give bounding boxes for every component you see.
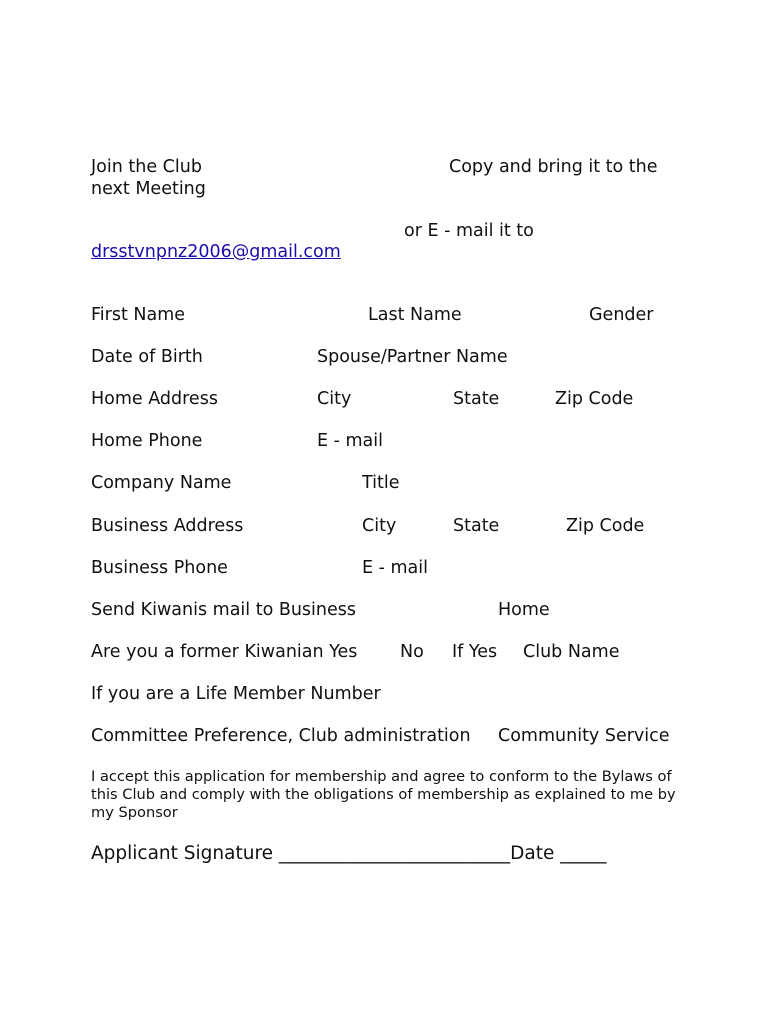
business-address-label: Business Address (91, 516, 244, 536)
applicant-signature-line: Applicant Signature _________________________Date _____ (91, 843, 607, 864)
home-state-label: State (453, 389, 500, 409)
home-zip-label: Zip Code (555, 389, 634, 409)
committee-preference-label: Committee Preference, Club administration (91, 726, 471, 746)
business-email-label: E - mail (362, 558, 428, 578)
business-state-label: State (453, 516, 500, 536)
home-email-label: E - mail (317, 431, 383, 451)
business-zip-label: Zip Code (566, 516, 645, 536)
job-title-label: Title (362, 473, 400, 493)
company-name-label: Company Name (91, 473, 232, 493)
spouse-label: Spouse/Partner Name (317, 347, 508, 367)
club-name-label: Club Name (523, 642, 620, 662)
home-address-label: Home Address (91, 389, 218, 409)
next-meeting-text: next Meeting (91, 179, 206, 199)
email-instruction: or E - mail it to (404, 221, 534, 241)
send-mail-business-label: Send Kiwanis mail to Business (91, 600, 357, 620)
community-service-label: Community Service (498, 726, 670, 746)
former-kiwanian-label: Are you a former Kiwanian Yes (91, 642, 358, 662)
business-city-label: City (362, 516, 397, 536)
former-no-label: No (400, 642, 424, 662)
membership-agreement-text: I accept this application for membership and agree to conform to the Bylaws of this Club and comply with the obligations of membership as explained to me by my Sponsor (91, 768, 676, 821)
home-phone-label: Home Phone (91, 431, 203, 451)
join-club-title: Join the Club (91, 157, 202, 177)
if-yes-label: If Yes (452, 642, 498, 662)
life-member-label: If you are a Life Member Number (91, 684, 381, 704)
gender-label: Gender (589, 305, 654, 325)
first-name-label: First Name (91, 305, 186, 325)
send-mail-home-label: Home (498, 600, 550, 620)
contact-email-link[interactable]: drsstvnpnz2006@gmail.com (91, 242, 341, 262)
home-city-label: City (317, 389, 352, 409)
last-name-label: Last Name (368, 305, 462, 325)
copy-instruction: Copy and bring it to the (449, 157, 658, 177)
dob-label: Date of Birth (91, 347, 203, 367)
business-phone-label: Business Phone (91, 558, 228, 578)
